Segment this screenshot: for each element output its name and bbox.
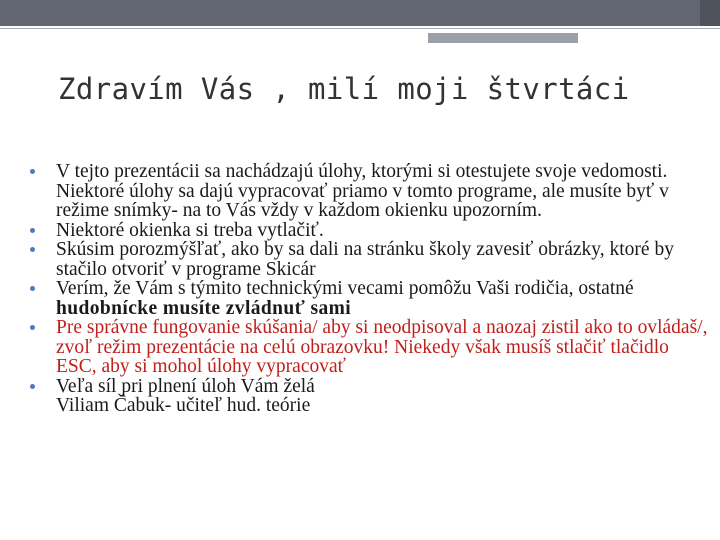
bullet-list (30, 162, 710, 416)
bullet-text: Niektoré okienka si treba vytlačiť. (56, 219, 324, 241)
bullet-text: V tejto prezentácii sa nachádzajú úlohy, ktorými si otestujete svoje vedomosti. Niektoré úlohy sa dajú vypracovať priamo v tomto programe, ale musíte byť v režime snímky- na to Vás vždy v každom okienku upozorním. (56, 161, 669, 221)
bullet-text: Verím, že Vám s týmito technickými vecami pomôžu Vaši rodičia, ostatné (56, 278, 634, 299)
bullet-marker-icon (30, 169, 35, 174)
bullet-item-signature (30, 377, 710, 416)
bullet-item (30, 240, 710, 279)
bullet-item (30, 221, 710, 241)
bullet-marker-icon (30, 384, 35, 389)
header-accent-tab (428, 33, 578, 43)
bullet-marker-icon (30, 325, 35, 330)
signature-text: Viliam Čabuk- učiteľ hud. teórie (56, 395, 311, 416)
header-divider (0, 28, 720, 29)
bullet-item (30, 162, 710, 221)
bullet-text: Pre správne fungovanie skúšania/ aby si neodpisoval a naozaj zistil ako to ovládaš/, zvoľ režim prezentácie na celú obrazovku! Niekedy však musíš stlačiť tlačidlo ESC, aby si mohol úlohy vypracovať (56, 317, 708, 377)
bullet-item (30, 279, 710, 318)
bullet-emphasis: hudobnícke musíte zvládnuť sami (56, 297, 352, 319)
top-bar-corner (700, 0, 720, 26)
top-bar-main (0, 0, 700, 26)
bullet-marker-icon (30, 286, 35, 291)
slide-title: Zdravím Vás , milí moji štvrtáci (58, 72, 630, 106)
top-decor-bar (0, 0, 720, 26)
bullet-marker-icon (30, 247, 35, 252)
bullet-text: Skúsim porozmýšľať, ako by sa dali na stránku školy zavesiť obrázky, ktoré by stačilo otvoriť v programe Skicár (56, 239, 674, 280)
bullet-text: Veľa síl pri plnení úloh Vám želá (56, 375, 315, 397)
bullet-item-warning (30, 318, 710, 377)
bullet-marker-icon (30, 228, 35, 233)
